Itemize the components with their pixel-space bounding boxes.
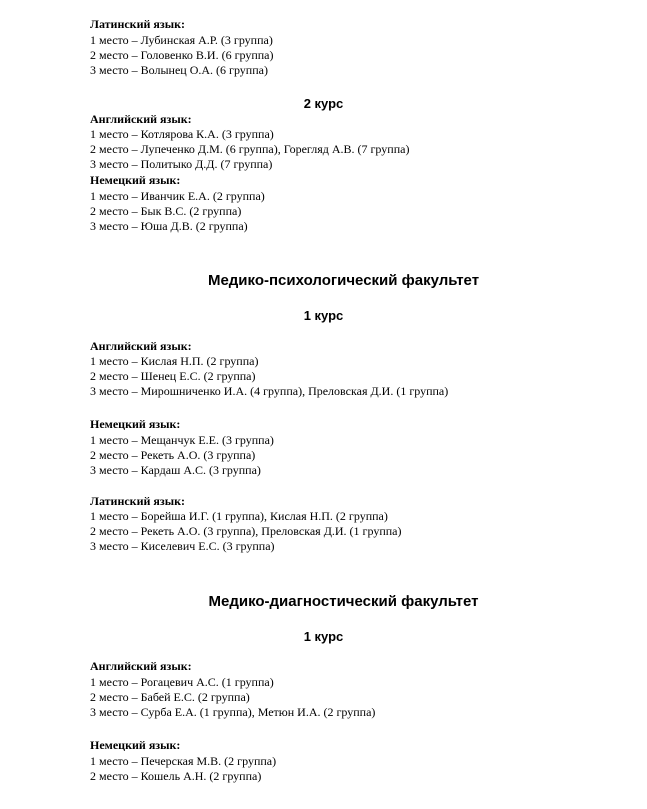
faculty-heading: Медико-диагностический факультет — [208, 593, 479, 610]
place-row: 1 место – Иванчик Е.А. (2 группа) — [90, 189, 265, 203]
place-row: 3 место – Юша Д.В. (2 группа) — [90, 219, 248, 233]
language-heading-german: Немецкий язык: — [90, 417, 181, 431]
language-heading-english: Английский язык: — [90, 659, 192, 673]
place-row: 3 место – Мирошниченко И.А. (4 группа), Преловская Д.И. (1 группа) — [90, 384, 449, 398]
place-row: 1 место – Мещанчук Е.Е. (3 группа) — [90, 433, 274, 447]
language-heading-english: Английский язык: — [90, 339, 192, 353]
language-heading-german: Немецкий язык: — [90, 173, 181, 187]
place-row: 3 место – Волынец О.А. (6 группа) — [90, 63, 268, 77]
place-row: 2 место – Бабей Е.С. (2 группа) — [90, 690, 250, 704]
language-heading-latin: Латинский язык: — [90, 494, 186, 508]
place-row: 2 место – Рекеть А.О. (3 группа) — [90, 448, 256, 462]
place-row: 3 место – Кардаш А.С. (3 группа) — [90, 463, 261, 477]
place-row: 1 место – Кислая Н.П. (2 группа) — [90, 354, 259, 368]
place-row: 2 место – Лупеченко Д.М. (6 группа), Горегляд А.В. (7 группа) — [90, 142, 410, 156]
place-row: 1 место – Рогацевич А.С. (1 группа) — [90, 675, 274, 689]
course-heading: 2 курс — [303, 96, 344, 111]
faculty-heading: Медико-психологический факультет — [207, 272, 480, 289]
place-row: 3 место – Политыко Д.Д. (7 группа) — [90, 157, 273, 171]
place-row: 2 место – Рекеть А.О. (3 группа), Преловская Д.И. (1 группа) — [90, 524, 402, 538]
course-heading: 1 курс — [303, 629, 344, 644]
place-row: 2 место – Головенко В.И. (6 группа) — [90, 48, 274, 62]
place-row: 3 место – Киселевич Е.С. (3 группа) — [90, 539, 275, 553]
place-row: 2 место – Бык В.С. (2 группа) — [90, 204, 242, 218]
language-heading-english: Английский язык: — [90, 112, 192, 126]
place-row: 1 место – Борейша И.Г. (1 группа), Кислая Н.П. (2 группа) — [90, 509, 388, 523]
place-row: 1 место – Котлярова К.А. (3 группа) — [90, 127, 274, 141]
place-row: 1 место – Лубинская А.Р. (3 группа) — [90, 33, 273, 47]
place-row: 2 место – Шенец Е.С. (2 группа) — [90, 369, 256, 383]
place-row: 3 место – Сурба Е.А. (1 группа), Метюн И.А. (2 группа) — [90, 705, 376, 719]
language-heading-german: Немецкий язык: — [90, 738, 181, 752]
language-heading-latin: Латинский язык: — [90, 17, 186, 31]
course-heading: 1 курс — [303, 308, 344, 323]
place-row: 1 место – Печерская М.В. (2 группа) — [90, 754, 277, 768]
place-row: 2 место – Кошель А.Н. (2 группа) — [90, 769, 262, 783]
